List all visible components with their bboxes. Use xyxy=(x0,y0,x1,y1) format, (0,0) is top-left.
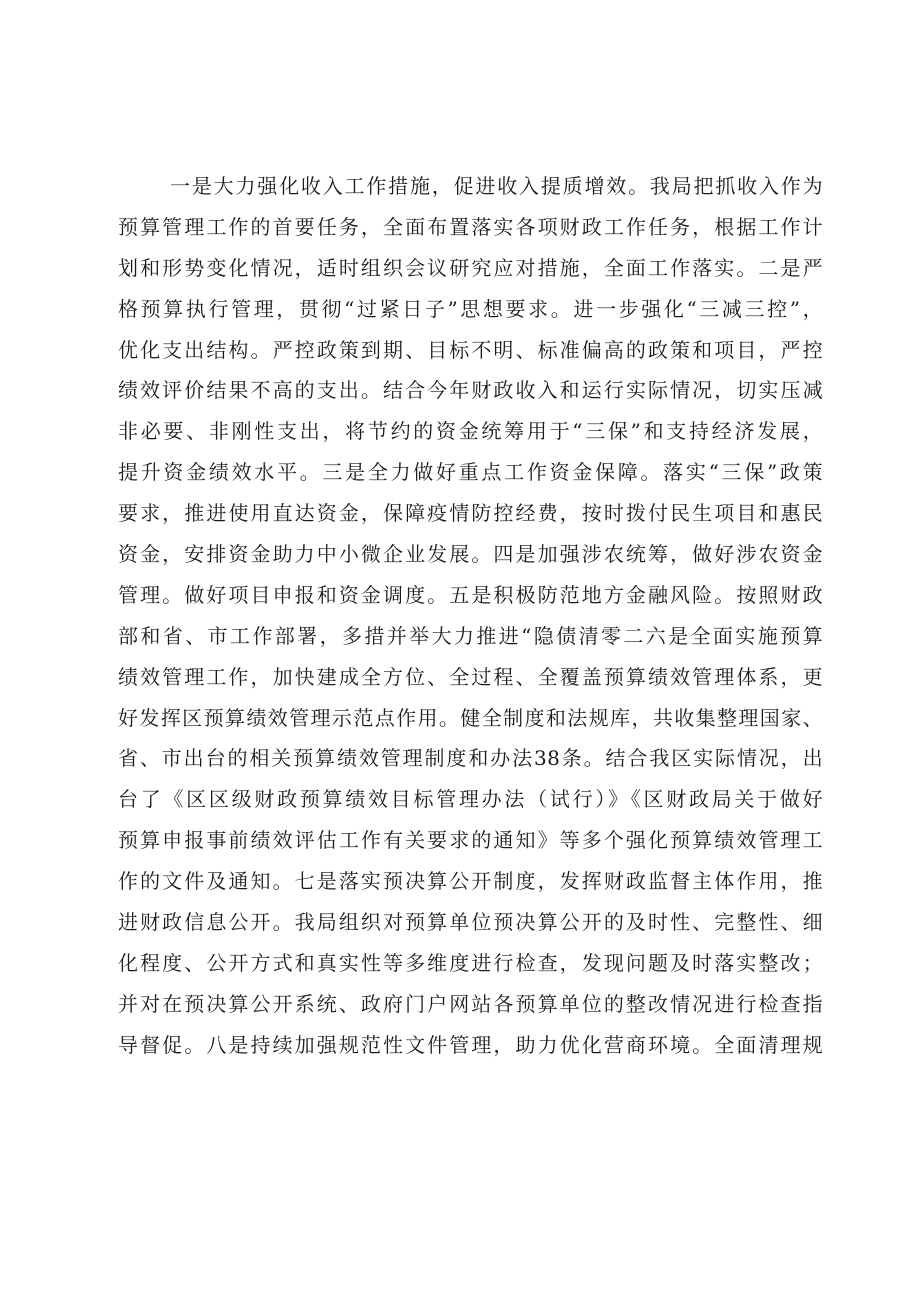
paragraph-line: 提升资金绩效水平。三是全力做好重点工作资金保障。落实“三保”政策 xyxy=(118,460,823,485)
paragraph-line: 进财政信息公开。我局组织对预算单位预决算公开的及时性、完整性、细 xyxy=(118,910,823,935)
paragraph-line: 部和省、市工作部署，多措并举大力推进“隐债清零二六是全面实施预算 xyxy=(118,623,823,648)
paragraph-line: 台了《区区级财政预算绩效目标管理办法（试行）》《区财政局关于做好 xyxy=(118,787,823,812)
paragraph-line: 绩效评价结果不高的支出。结合今年财政收入和运行实际情况，切实压减 xyxy=(118,378,823,403)
paragraph-line: 格预算执行管理，贯彻“过紧日子”思想要求。进一步强化“三减三控”， xyxy=(118,296,823,321)
paragraph-line: 导督促。八是持续加强规范性文件管理，助力优化营商环境。全面清理规 xyxy=(118,1032,823,1057)
paragraph-line: 管理。做好项目申报和资金调度。五是积极防范地方金融风险。按照财政 xyxy=(118,582,823,607)
paragraph-line: 优化支出结构。严控政策到期、目标不明、标准偏高的政策和项目，严控 xyxy=(118,337,823,362)
body-paragraph xyxy=(118,166,823,1066)
paragraph-line: 作的文件及通知。七是落实预决算公开制度，发挥财政监督主体作用，推 xyxy=(118,869,823,894)
paragraph-line: 绩效管理工作，加快建成全方位、全过程、全覆盖预算绩效管理体系，更 xyxy=(118,664,823,689)
paragraph-line: 预算申报事前绩效评估工作有关要求的通知》等多个强化预算绩效管理工 xyxy=(118,828,823,853)
paragraph-line: 一是大力强化收入工作措施，促进收入提质增效。我局把抓收入作为 xyxy=(170,174,823,198)
paragraph-line: 化程度、公开方式和真实性等多维度进行检查，发现问题及时落实整改； xyxy=(118,950,823,975)
paragraph-line: 好发挥区预算绩效管理示范点作用。健全制度和法规库，共收集整理国家、 xyxy=(118,705,823,730)
paragraph-line: 划和形势变化情况，适时组织会议研究应对措施，全面工作落实。二是严 xyxy=(118,255,823,280)
paragraph-line: 非必要、非刚性支出，将节约的资金统筹用于“三保”和支持经济发展， xyxy=(118,419,823,444)
paragraph-line: 要求，推进使用直达资金，保障疫情防控经费，按时拨付民生项目和惠民 xyxy=(118,501,823,526)
paragraph-line: 并对在预决算公开系统、政府门户网站各预算单位的整改情况进行检查指 xyxy=(118,991,823,1016)
paragraph-line: 预算管理工作的首要任务，全面布置落实各项财政工作任务，根据工作计 xyxy=(118,214,823,239)
paragraph-line: 资金，安排资金助力中小微企业发展。四是加强涉农统筹，做好涉农资金 xyxy=(118,542,823,567)
paragraph-line: 省、市出台的相关预算绩效管理制度和办法38条。结合我区实际情况，出 xyxy=(118,746,823,771)
